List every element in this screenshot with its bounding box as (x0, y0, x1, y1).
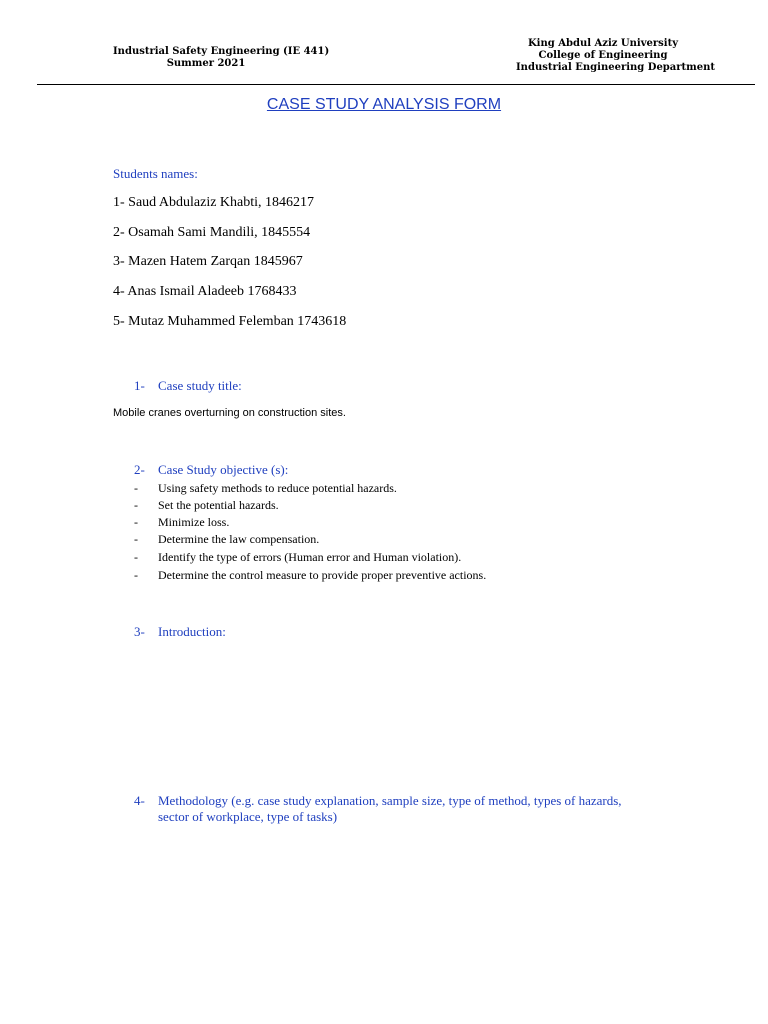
bullet-dash: - (134, 550, 138, 564)
section-objectives (0, 462, 768, 478)
objective-text: Using safety methods to reduce potential hazards. (158, 481, 397, 495)
section-number: 4- (134, 793, 145, 808)
section-heading-continuation: sector of workplace, type of tasks) (158, 809, 338, 824)
university-header (516, 38, 716, 74)
student-item: 1- Saud Abdulaziz Khabti, 1846217 (113, 195, 315, 210)
section-heading: Introduction: (158, 624, 226, 639)
section-heading: Case Study objective (s): (158, 462, 289, 477)
section-number: 2- (134, 462, 145, 477)
objective-item (0, 480, 768, 497)
bullet-dash: - (134, 568, 138, 582)
student-item: 4- Anas Ismail Aladeeb 1768433 (113, 284, 297, 299)
bullet-dash: - (134, 532, 138, 546)
objective-text: Determine the law compensation. (158, 532, 320, 546)
objective-item (0, 567, 768, 584)
bullet-dash: - (134, 515, 138, 529)
bullet-dash: - (134, 481, 138, 495)
case-title-text: Mobile cranes overturning on construction sites. (113, 407, 346, 419)
objective-item (0, 514, 768, 531)
objective-text: Determine the control measure to provide proper preventive actions. (158, 568, 487, 582)
objective-item (0, 549, 768, 566)
section-number: 1- (134, 378, 145, 393)
student-item: 5- Mutaz Muhammed Felemban 1743618 (113, 314, 347, 329)
student-item: 3- Mazen Hatem Zarqan 1845967 (113, 254, 303, 269)
objective-text: Identify the type of errors (Human error and Human violation). (158, 550, 462, 564)
university-name: King Abdul Aziz University (527, 38, 678, 49)
objective-text: Set the potential hazards. (158, 498, 279, 512)
college-name: College of Engineering (538, 50, 668, 61)
objective-item (0, 531, 768, 548)
course-name: Industrial Safety Engineering (IE 441) (113, 46, 330, 57)
department-name: Industrial Engineering Department (516, 62, 716, 73)
form-title: CASE STUDY ANALYSIS FORM (266, 96, 502, 113)
objective-item (0, 497, 768, 514)
header-divider (37, 84, 755, 85)
student-item: 2- Osamah Sami Mandili, 1845554 (113, 225, 311, 240)
course-header (113, 46, 330, 70)
students-label: Students names: (113, 166, 198, 181)
section-heading: Case study title: (158, 378, 242, 393)
section-case-title (0, 378, 768, 394)
section-introduction (0, 624, 768, 640)
bullet-dash: - (134, 498, 138, 512)
course-term: Summer 2021 (166, 58, 246, 69)
section-number: 3- (134, 624, 145, 639)
section-heading: Methodology (e.g. case study explanation, sample size, type of method, types of hazards, (158, 793, 622, 808)
objective-text: Minimize loss. (158, 515, 230, 529)
section-methodology (0, 793, 768, 809)
